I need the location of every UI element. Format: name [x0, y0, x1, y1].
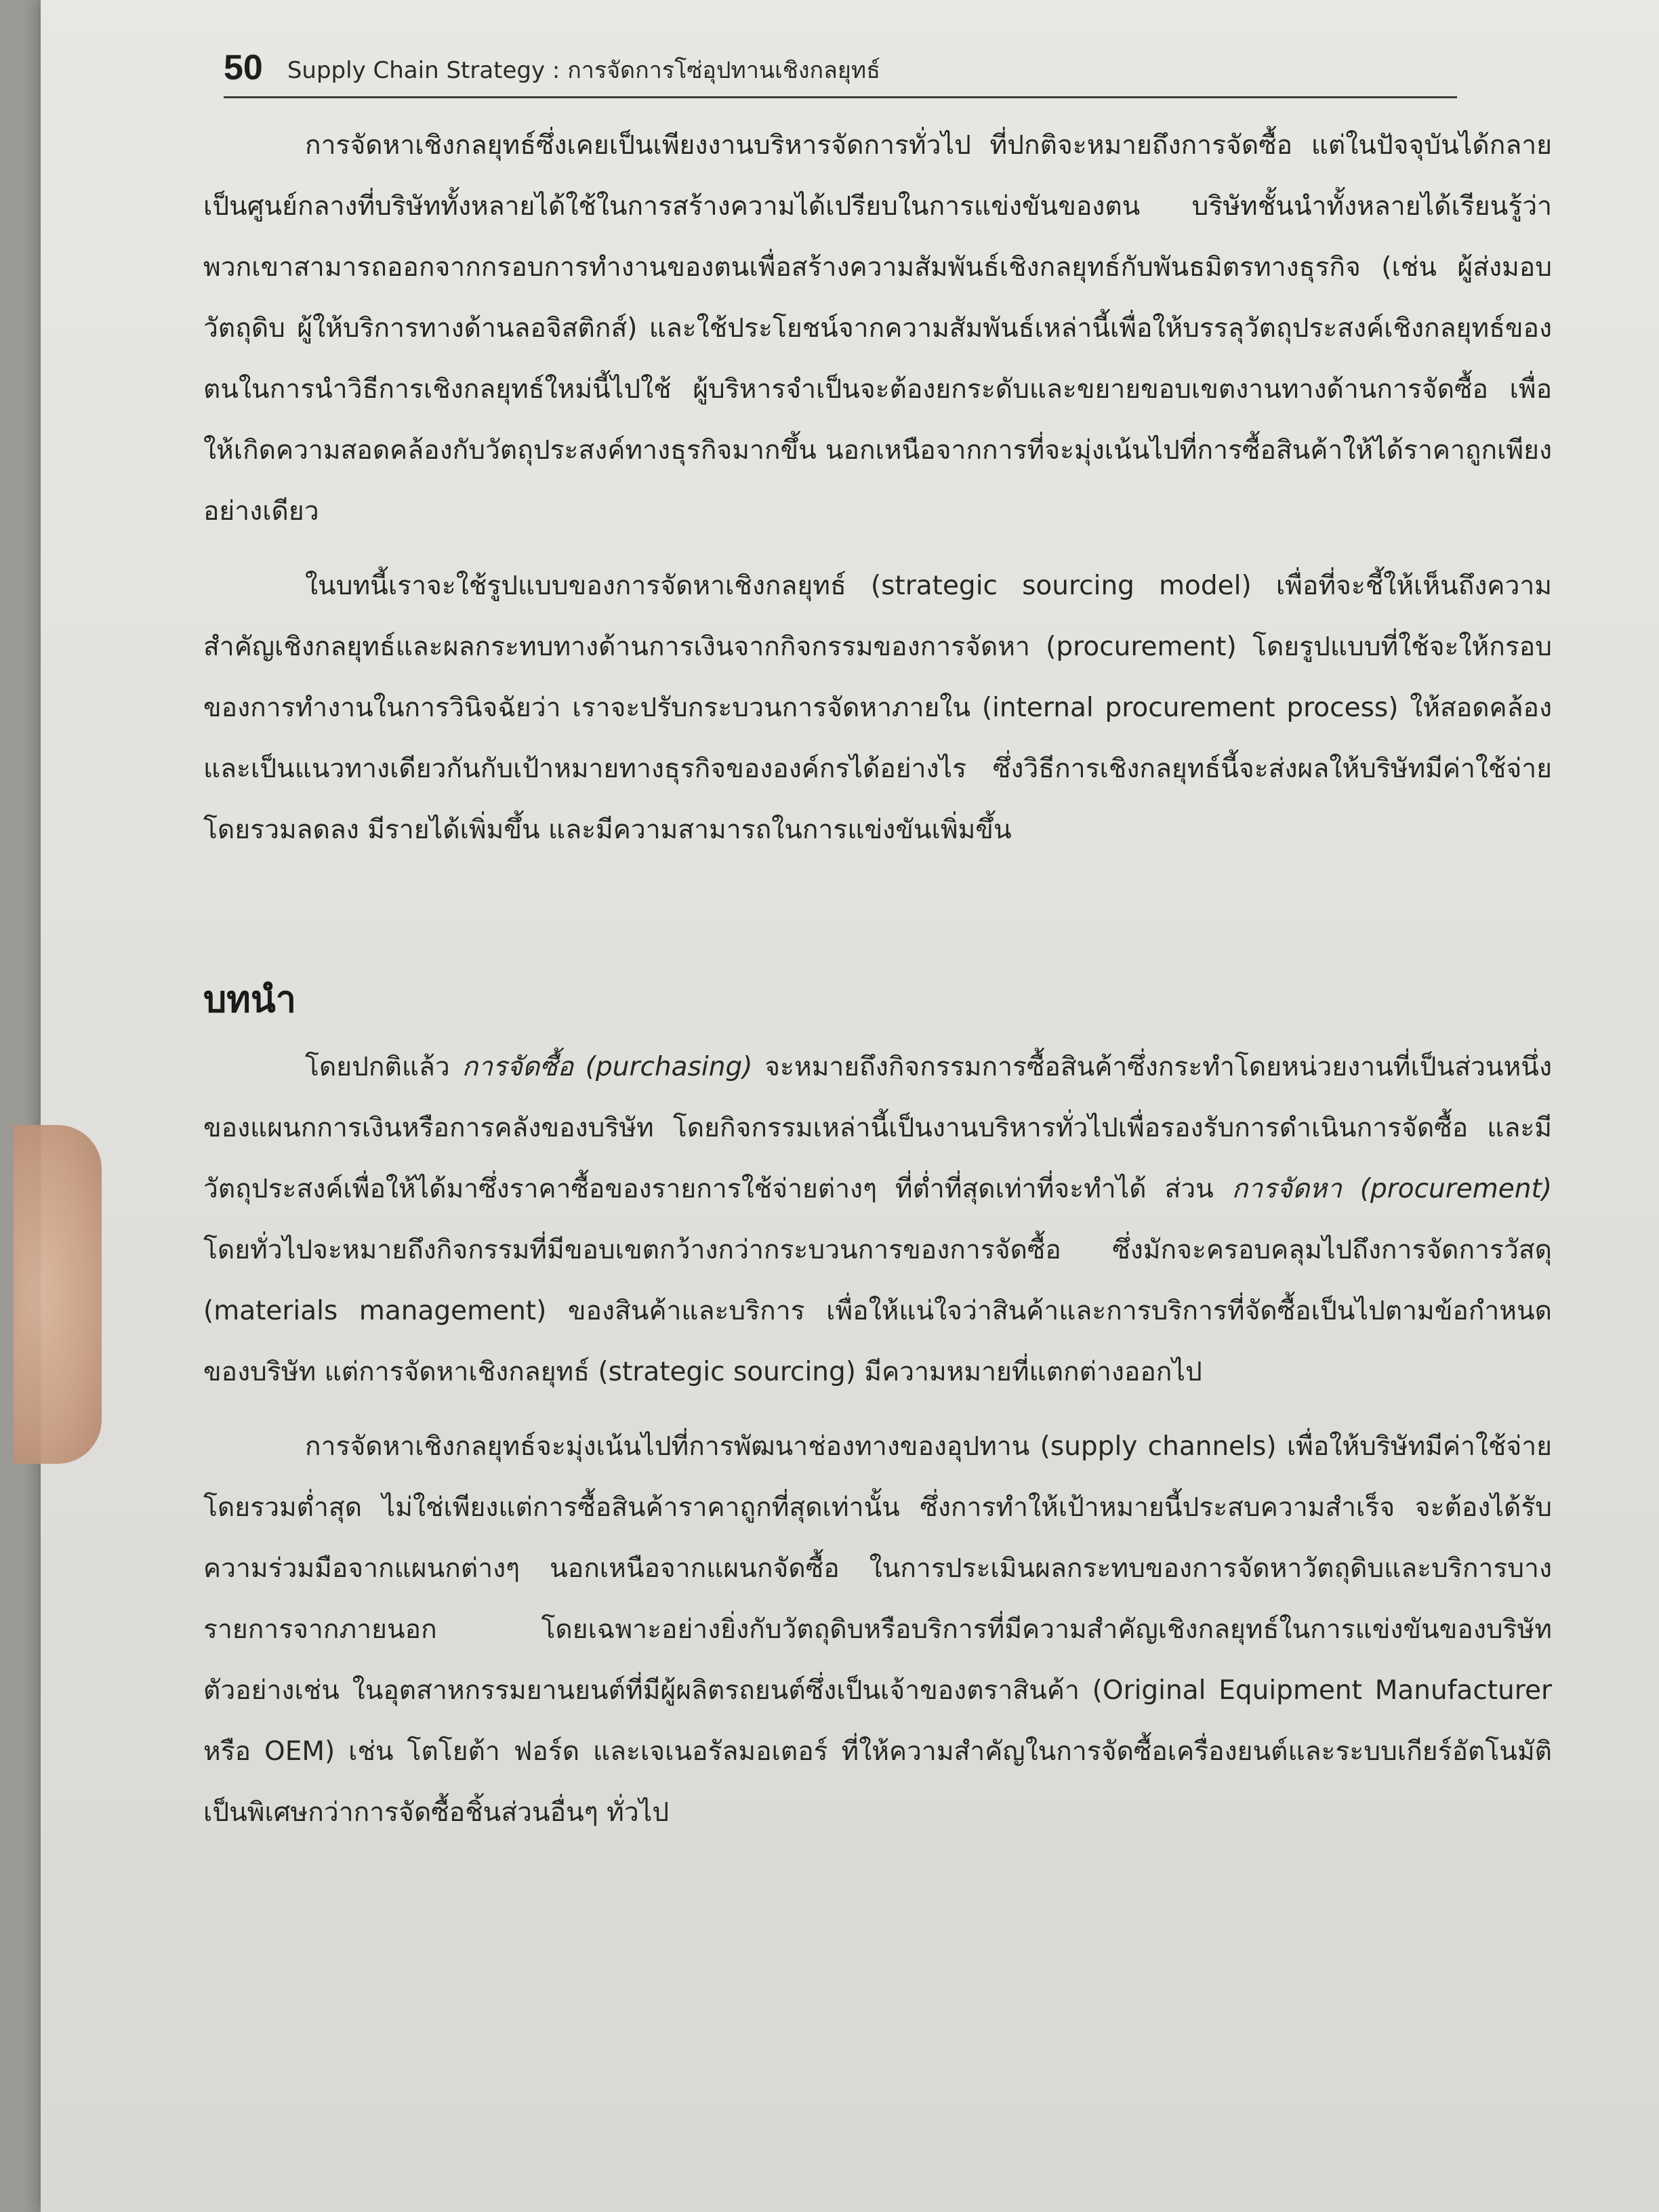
section-heading: บทนำ: [203, 978, 297, 1021]
term-procurement: การจัดหา (procurement): [1231, 1174, 1552, 1204]
paragraph-supply-channels: การจัดหาเชิงกลยุทธ์จะมุ่งเน้นไปที่การพัฒนาช่องทางของอุปทาน (supply channels) เพื่อให้บริษัทมีค่าใช้จ่ายโดยรวมต่ำสุด ไม่ใช่เพียงแต่การซื้อสินค้าราคาถูกที่สุดเท่านั้น ซึ่งการทำให้เป้าหมายนี้ประสบความสำเร็จ จะต้องได้รับความร่วมมือจากแผนกต่างๆ นอกเหนือจากแผนกจัดซื้อ ในการประเมินผลกระทบของการจัดหาวัตถุดิบและบริการบางรายการจากภายนอก โดยเฉพาะอย่างยิ่งกับวัตถุดิบหรือบริการที่มีความสำคัญเชิงกลยุทธ์ในการแข่งขันของบริษัท ตัวอย่างเช่น ในอุตสาหกรรมยานยนต์ที่มีผู้ผลิตรถยนต์ซึ่งเป็นเจ้าของตราสินค้า (Original Equipment Manufacturer หรือ OEM) เช่น โตโยต้า ฟอร์ด และเจเนอรัลมอเตอร์ ที่ให้ความสำคัญในการจัดซื้อเครื่องยนต์และระบบเกียร์อัตโนมัติเป็นพิเศษกว่าการจัดซื้อชิ้นส่วนอื่นๆ ทั่วไป: [203, 1431, 1552, 1828]
intro-text-3: โดยทั่วไปจะหมายถึงกิจกรรมที่มีขอบเขตกว้างกว่ากระบวนการของการจัดซื้อ ซึ่งมักจะครอบคลุมไปถึงการจัดการวัสดุ (materials management) ของสินค้าและบริการ เพื่อให้แน่ใจว่าสินค้าและการบริการที่จัดซื้อเป็นไปตามข้อกำหนดของบริษัท แต่การจัดหาเชิงกลยุทธ์ (strategic sourcing) มีความหมายที่แตกต่างออกไป: [203, 1235, 1552, 1387]
book-page: [41, 0, 1659, 2212]
page-body: [203, 115, 1552, 1843]
intro-text-1: โดยปกติแล้ว: [305, 1052, 462, 1082]
page-number: 50: [224, 48, 263, 87]
intro-text-2: จะหมายถึงกิจกรรมการซื้อสินค้าซึ่งกระทำโดยหน่วยงานที่เป็นส่วนหนึ่งของแผนกการเงินหรือการคลังของบริษัท โดยกิจกรรมเหล่านี้เป็นงานบริหารทั่วไปเพื่อรองรับการดำเนินการจัดซื้อ และมีวัตถุประสงค์เพื่อให้ได้มาซึ่งราคาซื้อของรายการใช้จ่ายต่างๆ ที่ต่ำที่สุดเท่าที่จะทำได้ ส่วน: [203, 1052, 1553, 1204]
running-header-title: Supply Chain Strategy : การจัดการโซ่อุปทานเชิงกลยุทธ์: [287, 57, 880, 84]
paragraph-introduction: [203, 1037, 1552, 1403]
term-purchasing: การจัดซื้อ (purchasing): [462, 1052, 753, 1082]
paragraph-chapter-purpose: ในบทนี้เราจะใช้รูปแบบของการจัดหาเชิงกลยุทธ์ (strategic sourcing model) เพื่อที่จะชี้ให้เห็นถึงความสำคัญเชิงกลยุทธ์และผลกระทบทางด้านการเงินจากกิจกรรมของการจัดหา (procurement) โดยรูปแบบที่ใช้จะให้กรอบของการทำงานในการวินิจฉัยว่า เราจะปรับกระบวนการจัดหาภายใน (internal procurement process) ให้สอดคล้องและเป็นแนวทางเดียวกันกับเป้าหมายทางธุรกิจขององค์กรได้อย่างไร ซึ่งวิธีการเชิงกลยุทธ์นี้จะส่งผลให้บริษัทมีค่าใช้จ่ายโดยรวมลดลง มีรายได้เพิ่มขึ้น และมีความสามารถในการแข่งขันเพิ่มขึ้น: [203, 571, 1552, 845]
running-header: [224, 37, 1457, 98]
thumb-holding-page: [14, 1125, 102, 1464]
paragraph-strategic-sourcing-overview: การจัดหาเชิงกลยุทธ์ซึ่งเคยเป็นเพียงงานบริหารจัดการทั่วไป ที่ปกติจะหมายถึงการจัดซื้อ แต่ในปัจจุบันได้กลายเป็นศูนย์กลางที่บริษัททั้งหลายได้ใช้ในการสร้างความได้เปรียบในการแข่งขันของตน บริษัทชั้นนำทั้งหลายได้เรียนรู้ว่า พวกเขาสามารถออกจากกรอบการทำงานของตนเพื่อสร้างความสัมพันธ์เชิงกลยุทธ์กับพันธมิตรทางธุรกิจ (เช่น ผู้ส่งมอบวัตถุดิบ ผู้ให้บริการทางด้านลอจิสติกส์) และใช้ประโยชน์จากความสัมพันธ์เหล่านี้เพื่อให้บรรลุวัตถุประสงค์เชิงกลยุทธ์ของตนในการนำวิธีการเชิงกลยุทธ์ใหม่นี้ไปใช้ ผู้บริหารจำเป็นจะต้องยกระดับและขยายขอบเขตงานทางด้านการจัดซื้อ เพื่อให้เกิดความสอดคล้องกับวัตถุประสงค์ทางธุรกิจมากขึ้น นอกเหนือจากการที่จะมุ่งเน้นไปที่การซื้อสินค้าให้ได้ราคาถูกเพียงอย่างเดียว: [203, 130, 1552, 527]
